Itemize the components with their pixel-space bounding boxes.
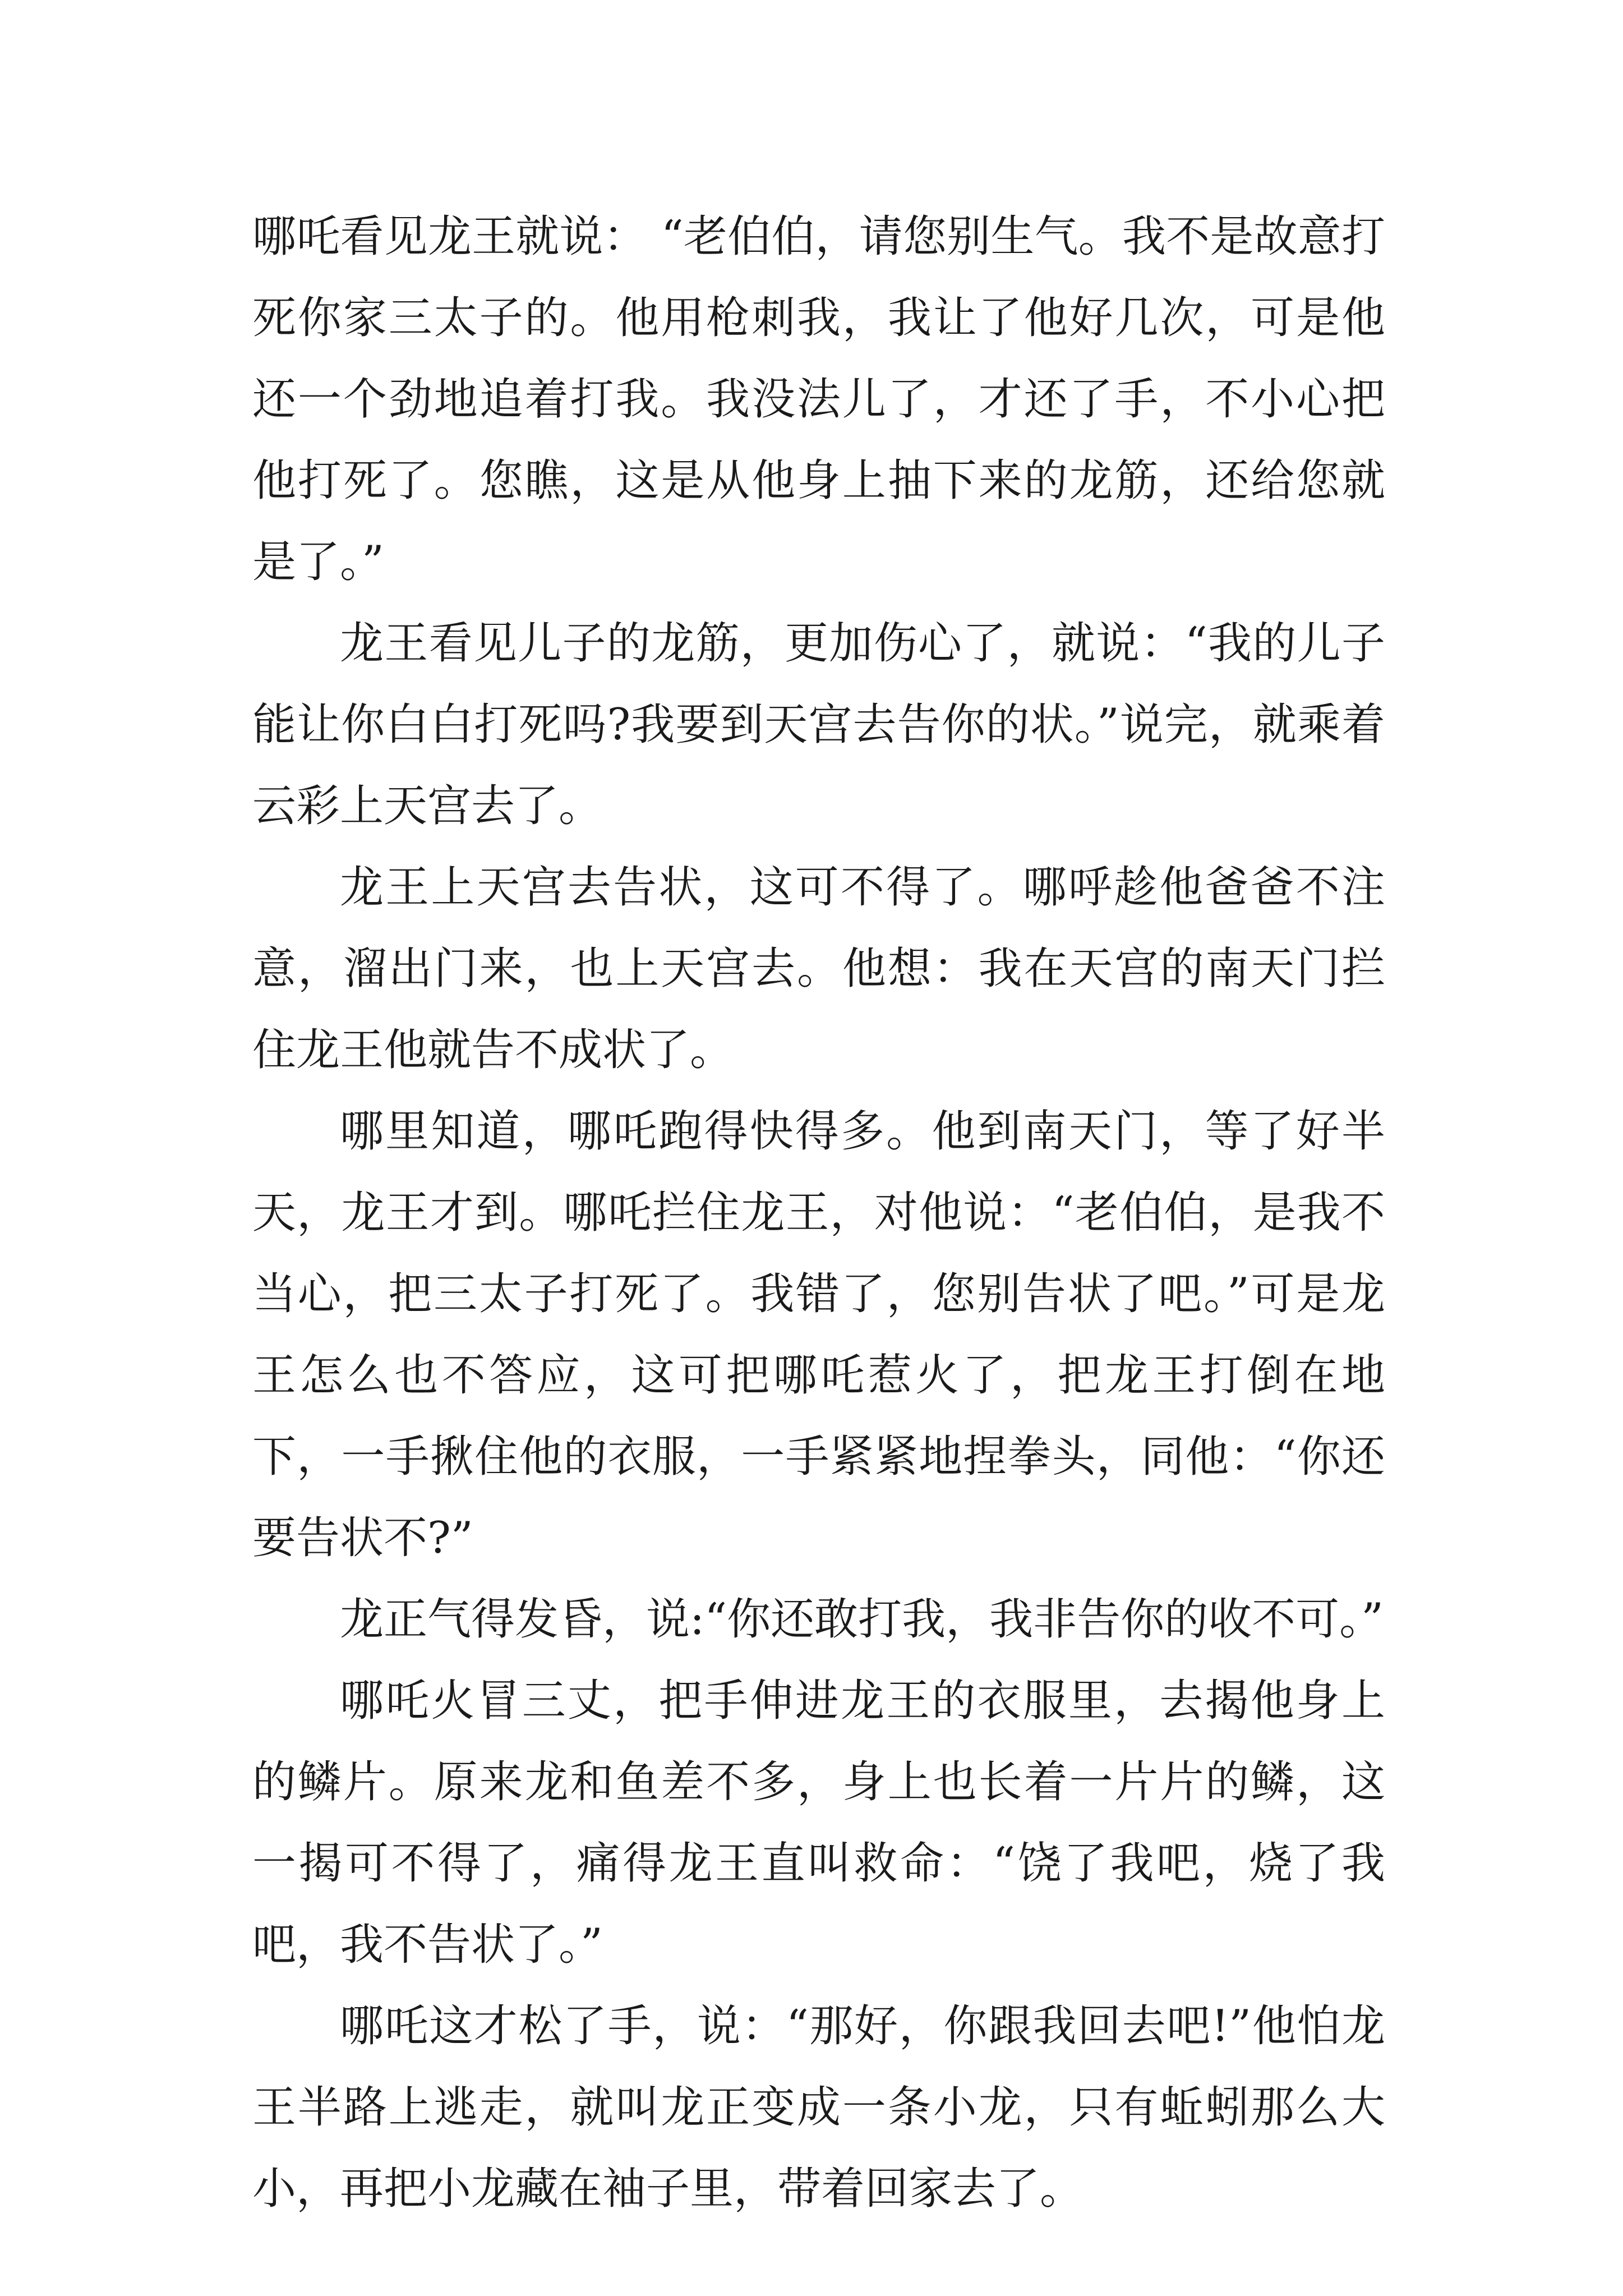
paragraph-7: 哪吒这才松了手，说：“那好，你跟我回去吧!”他怕龙王半路上逃走，就叫龙正变成一条小龙，只有蚯蚓那么大小，再把小龙藏在袖子里，带着回家去了。 <box>252 2001 1385 2214</box>
paragraph-6: 哪吒火冒三丈，把手伸进龙王的衣服里，去揭他身上的鳞片。原来龙和鱼差不多，身上也长着一片片的鳞，这一揭可不得了，痛得龙王直叫救命：“饶了我吧，烧了我吧，我不告状了。” <box>252 1676 1385 1970</box>
body-text <box>252 196 1385 2230</box>
paragraph-5: 龙正气得发昏，说:“你还敢打我，我非告你的收不可。” <box>340 1594 1384 1645</box>
paragraph-4: 哪里知道，哪吒跑得快得多。他到南天门，等了好半天，龙王才到。哪吒拦住龙王，对他说：“老伯伯，是我不当心，把三太子打死了。我错了，您别告状了吧。”可是龙王怎么也不答应，这可把哪吒惹火了，把龙王打倒在地下，一手揪住他的衣服，一手紧紧地捏拳头，同他：“你还要告状不?” <box>252 1106 1385 1563</box>
paragraph-1: 哪吒看见龙王就说： “老伯伯，请您别生气。我不是故意打死你家三太子的。他用枪刺我，我让了他好几次，可是他还一个劲地追着打我。我没法儿了，才还了手，不小心把他打死了。您瞧，这是从他身上抽下来的龙筋，还给您就是了。” <box>252 211 1385 587</box>
paragraph-3: 龙王上天宫去告状，这可不得了。哪呼趁他爸爸不注意，溜出门来，也上天宫去。他想：我在天宫的南天门拦住龙王他就告不成状了。 <box>252 862 1385 1075</box>
paragraph-2: 龙王看见儿子的龙筋，更加伤心了，就说：“我的儿子能让你白白打死吗?我要到天宫去告你的状。”说完，就乘着云彩上天宫去了。 <box>252 618 1385 831</box>
